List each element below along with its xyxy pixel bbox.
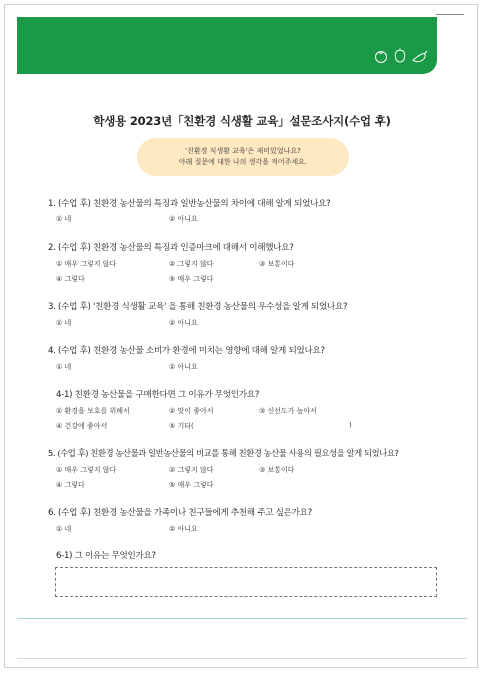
q4-1-option-4[interactable]: ④ 건강에 좋아서 [56, 422, 108, 430]
q2-option-3[interactable]: ③ 보통이다 [259, 260, 295, 268]
q1-option-no[interactable]: ② 아니요 [169, 215, 198, 223]
reason-answer-box[interactable] [55, 567, 437, 597]
q5-option-4[interactable]: ④ 그렇다 [56, 481, 85, 489]
banner-icons [373, 48, 429, 64]
q4-option-no[interactable]: ② 아니요 [169, 363, 198, 371]
q5-option-1[interactable]: ① 매우 그렇지 않다 [56, 466, 117, 474]
radish-icon [411, 50, 429, 64]
q4-1-option-5[interactable]: ⑤ 기타( [169, 422, 194, 430]
intro-line-2: 아래 질문에 대한 나의 생각을 적어주세요. [178, 158, 308, 166]
q2-option-5[interactable]: ⑤ 매우 그렇다 [169, 275, 214, 283]
intro-box [137, 138, 349, 176]
footer-rule [17, 658, 467, 659]
corner-line [436, 14, 464, 15]
q3-option-no[interactable]: ② 아니요 [169, 319, 198, 327]
question-4: 4. (수업 후) 친환경 농산물 소비가 환경에 미치는 영향에 대해 알게 되었나요? [48, 346, 325, 356]
q2-option-1[interactable]: ① 매우 그렇지 않다 [56, 260, 117, 268]
q5-option-5[interactable]: ⑤ 매우 그렇다 [169, 481, 214, 489]
q4-1-option-1[interactable]: ① 환경을 보호를 위해서 [56, 407, 130, 415]
question-6-1: 6-1) 그 이유는 무엇인가요? [56, 551, 156, 561]
question-5: 5. (수업 후) 친환경 농산물과 일반농산물의 비교를 통해 친환경 농산물 사용의 필요성을 알게 되었나요? [48, 448, 399, 458]
footer-green-rule [17, 618, 467, 619]
q3-option-yes[interactable]: ① 네 [56, 319, 72, 327]
question-1: 1. (수업 후) 친환경 농산물의 특징과 일반농산물의 차이에 대해 알게 되었나요? [48, 199, 331, 209]
header-banner [17, 17, 437, 74]
page-title: 학생용 2023년「친환경 식생활 교육」설문조사지(수업 후) [93, 114, 391, 128]
q5-option-2[interactable]: ② 그렇지 않다 [169, 466, 214, 474]
q1-option-yes[interactable]: ① 네 [56, 215, 72, 223]
q6-option-no[interactable]: ② 아니요 [169, 525, 198, 533]
pepper-icon [393, 48, 407, 64]
q5-option-3[interactable]: ③ 보통이다 [259, 466, 295, 474]
tomato-icon [373, 48, 389, 64]
intro-line-1: '친환경 식생활 교육'은 재미있었나요? [185, 147, 301, 155]
q4-option-yes[interactable]: ① 네 [56, 363, 72, 371]
question-2: 2. (수업 후) 친환경 농산물의 특징과 인증마크에 대해서 이해했나요? [48, 243, 294, 253]
q2-option-2[interactable]: ② 그렇지 않다 [169, 260, 214, 268]
question-3: 3. (수업 후) '친환경 식생활 교육' 을 통해 친환경 농산물의 우수성을 알게 되었나요? [48, 302, 348, 312]
q6-option-yes[interactable]: ① 네 [56, 525, 72, 533]
q4-1-other-close-paren: ) [349, 421, 352, 429]
q2-option-4[interactable]: ④ 그렇다 [56, 275, 85, 283]
q4-1-option-2[interactable]: ② 맛이 좋아서 [169, 407, 214, 415]
q4-1-option-3[interactable]: ③ 신선도가 높아서 [259, 407, 318, 415]
question-4-1: 4-1) 친환경 농산물을 구매한다면 그 이유가 무엇인가요? [56, 390, 260, 400]
question-6: 6. (수업 후) 친환경 농산물을 가족이나 친구들에게 추천해 주고 싶은가요? [48, 508, 312, 518]
